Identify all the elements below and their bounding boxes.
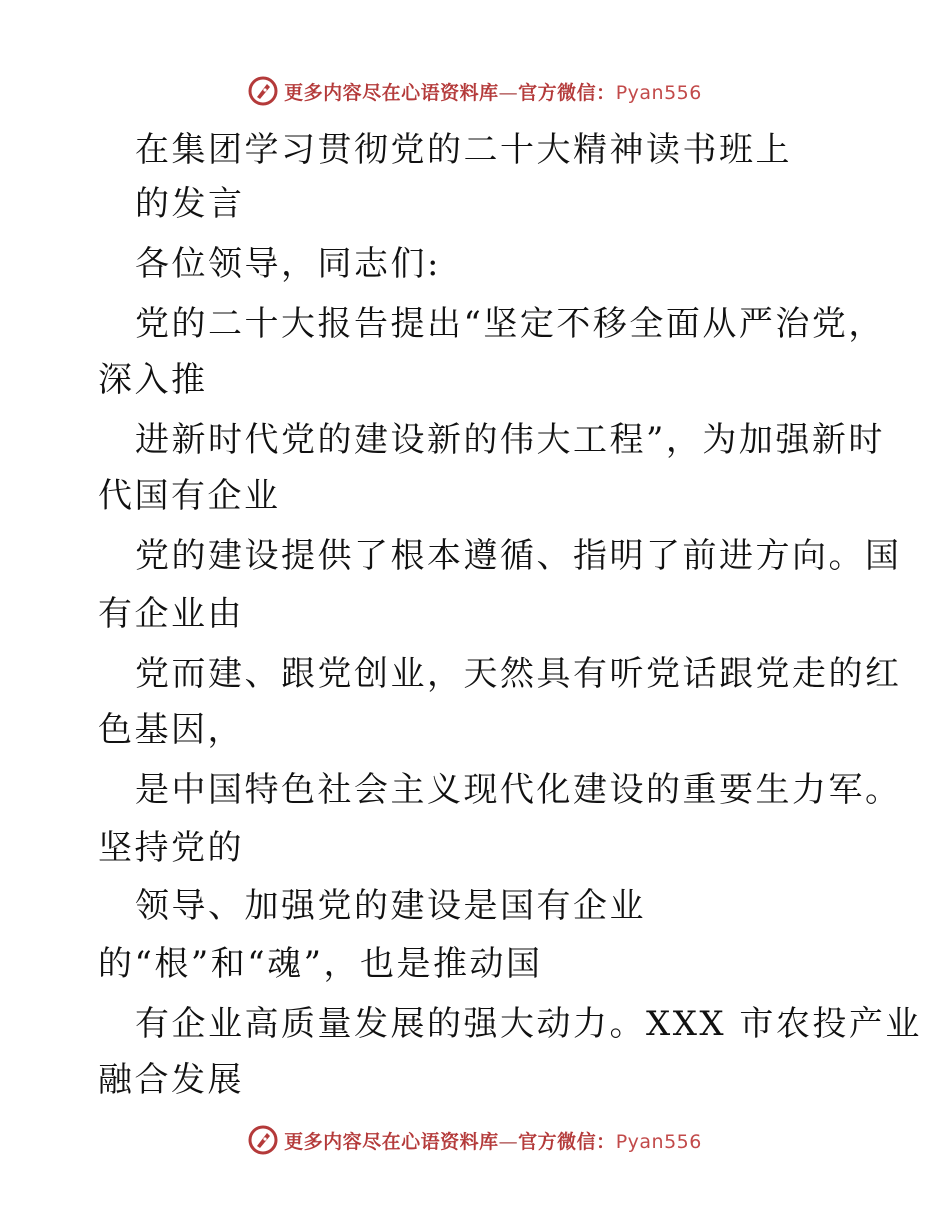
paragraph-line: 是中国特色社会主义现代化建设的重要生力军。 <box>135 770 902 810</box>
paragraph-line: 领导、加强党的建设是国有企业 <box>135 886 646 926</box>
header-banner <box>0 71 950 111</box>
paragraph-line: 融合发展 <box>98 1060 244 1100</box>
banner-wechat-id: Pyan556 <box>615 81 702 104</box>
paragraph-line: 党的二十大报告提出“坚定不移全面从严治党， <box>135 304 885 344</box>
paragraph-line: 进新时代党的建设新的伟大工程”，为加强新时 <box>135 420 885 460</box>
banner-wechat-id: Pyan556 <box>615 1130 702 1153</box>
paragraph-line: 的“根”和“魂”，也是推动国 <box>98 944 543 984</box>
paragraph-line: 坚持党的 <box>98 828 244 868</box>
paragraph-line: 有企业高质量发展的强大动力。XXX 市农投产业 <box>135 1004 922 1044</box>
paragraph-line: 代国有企业 <box>98 476 281 516</box>
title-line-1: 在集团学习贯彻党的二十大精神读书班上 <box>135 130 792 170</box>
banner-main-text: 更多内容尽在心语资料库 <box>284 81 499 104</box>
footer-banner <box>0 1120 950 1160</box>
paragraph-line: 深入推 <box>98 360 208 400</box>
salutation: 各位领导，同志们: <box>135 244 441 284</box>
paragraph-line: 有企业由 <box>98 594 244 634</box>
paragraph-line: 党的建设提供了根本遵循、指明了前进方向。国 <box>135 536 902 576</box>
pen-nib-logo-icon <box>248 1125 278 1155</box>
banner-main-text: 更多内容尽在心语资料库 <box>284 1130 499 1153</box>
banner-wechat-label: 官方微信： <box>518 1130 616 1153</box>
banner-separator: — <box>498 81 519 104</box>
pen-nib-logo-icon <box>248 76 278 106</box>
banner-text <box>284 78 702 105</box>
paragraph-line: 党而建、跟党创业，天然具有听党话跟党走的红 <box>135 654 902 694</box>
banner-separator: — <box>498 1130 519 1153</box>
banner-text <box>284 1127 702 1154</box>
banner-wechat-label: 官方微信： <box>518 81 616 104</box>
title-line-2: 的发言 <box>135 184 245 224</box>
paragraph-line: 色基因， <box>98 710 244 750</box>
